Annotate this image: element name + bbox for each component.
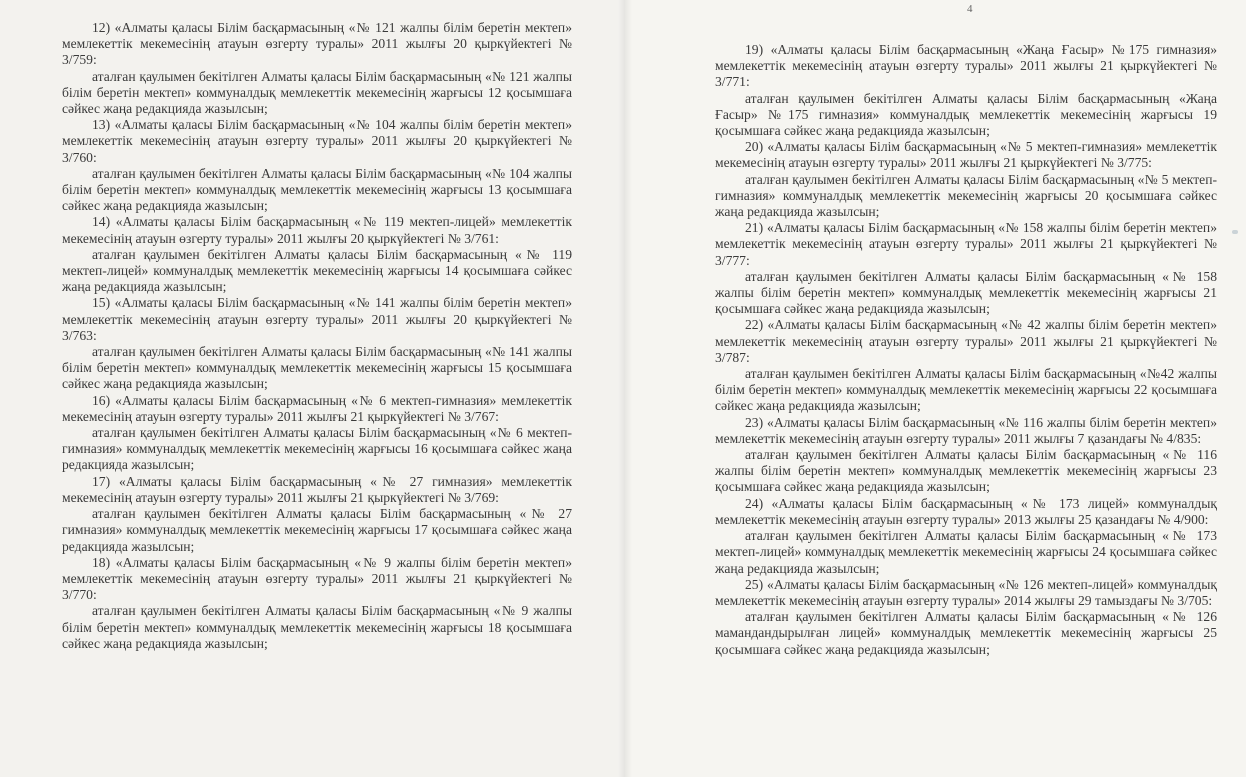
decision-title: 19) «Алматы қаласы Білім басқармасының «Жаңа Ғасыр» №175 гимназия» мемлекеттік мекемесінің атауын өзгерту туралы» 2011 жылғы 21 қыркүйектегі № 3/771:	[715, 42, 1217, 90]
list-item	[62, 393, 572, 474]
decision-title: 20) «Алматы қаласы Білім басқармасының «№ 5 мектеп-гимназия» мемлекеттік мекемесінің атауын өзгерту туралы» 2011 жылғы 21 қыркүйектегі № 3/775:	[715, 139, 1217, 171]
list-item	[62, 117, 572, 214]
decision-amendment: аталған қаулымен бекітілген Алматы қаласы Білім басқармасының «№ 104 жалпы білім беретін мектеп» коммуналдық мемлекеттік мекемесінің жарғысы 13 қосымшаға сәйкес жаңа редакцияда жазылсын;	[62, 165, 572, 214]
decision-amendment: аталған қаулымен бекітілген Алматы қаласы Білім басқармасының «№ 6 мектеп-гимназия» коммуналдық мемлекеттік мекемесінің жарғысы 16 қосымшаға сәйкес жаңа редакцияда жазылсын;	[62, 425, 572, 473]
decision-title: 13) «Алматы қаласы Білім басқармасының «№ 104 жалпы білім беретін мектеп» мемлекеттік мекемесінің атауын өзгерту туралы» 2011 жылғы 20 қыркүйектегі № 3/760:	[62, 117, 572, 165]
decision-title: 17) «Алматы қаласы Білім басқармасының «№ 27 гимназия» мемлекеттік мекемесінің атауын өзгерту туралы» 2011 жылғы 21 қыркүйектегі № 3/769:	[62, 473, 572, 505]
list-item	[62, 474, 572, 555]
decision-amendment: аталған қаулымен бекітілген Алматы қаласы Білім басқармасының «№ 173 мектеп-лицей» коммуналдық мемлекеттік мекемесінің жарғысы 24 қосымшаға сәйкес жаңа редакцияда жазылсын;	[715, 528, 1217, 576]
decision-title: 23) «Алматы қаласы Білім басқармасының «№ 116 жалпы білім беретін мектеп» мемлекеттік мекемесінің атауын өзгерту туралы» 2011 жылғы 7 қазандағы № 4/835:	[715, 414, 1217, 446]
scan-artifact	[1232, 230, 1238, 234]
list-item	[715, 577, 1217, 658]
list-item	[715, 496, 1217, 577]
decision-title: 14) «Алматы қаласы Білім басқармасының «№ 119 мектеп-лицей» мемлекеттік мекемесінің атауын өзгерту туралы» 2011 жылғы 20 қыркүйектегі № 3/761:	[62, 214, 572, 246]
list-item	[715, 220, 1217, 317]
decision-amendment: аталған қаулымен бекітілген Алматы қаласы Білім басқармасының «№ 126 мамандандырылған лицей» коммуналдық мемлекеттік мекемесінің жарғысы 25 қосымшаға сәйкес жаңа редакцияда жазылсын;	[715, 609, 1217, 657]
decision-amendment: аталған қаулымен бекітілген Алматы қаласы Білім басқармасының «Жаңа Ғасыр» №175 гимназия» коммуналдық мемлекеттік мекемесінің жарғысы 19 қосымшаға сәйкес жаңа редакцияда жазылсын;	[715, 90, 1217, 139]
decision-amendment: аталған қаулымен бекітілген Алматы қаласы Білім басқармасының «№ 9 жалпы білім беретін мектеп» коммуналдық мемлекеттік мекемесінің жарғысы 18 қосымшаға сәйкес жаңа редакцияда жазылсын;	[62, 603, 572, 651]
decision-title: 12) «Алматы қаласы Білім басқармасының «№ 121 жалпы білім беретін мектеп» мемлекеттік мекемесінің атауын өзгерту туралы» 2011 жылғы 20 қыркүйектегі № 3/759:	[62, 20, 572, 68]
page-number: 4	[967, 3, 973, 15]
decision-title: 16) «Алматы қаласы Білім басқармасының «№ 6 мектеп-гимназия» мемлекеттік мекемесінің атауын өзгерту туралы» 2011 жылғы 21 қыркүйектегі № 3/767:	[62, 392, 572, 424]
decision-title: 18) «Алматы қаласы Білім басқармасының «№ 9 жалпы білім беретін мектеп» мемлекеттік мекемесінің атауын өзгерту туралы» 2011 жылғы 21 қыркүйектегі № 3/770:	[62, 554, 572, 603]
decision-amendment: аталған қаулымен бекітілген Алматы қаласы Білім басқармасының «№ 116 жалпы білім беретін мектеп» коммуналдық мемлекеттік мекемесінің жарғысы 23 қосымшаға сәйкес жаңа редакцияда жазылсын;	[715, 447, 1217, 495]
list-item	[715, 42, 1217, 139]
list-item	[62, 214, 572, 295]
decision-amendment: аталған қаулымен бекітілген Алматы қаласы Білім басқармасының «№ 119 мектеп-лицей» коммуналдық мемлекеттік мекемесінің жарғысы 14 қосымшаға сәйкес жаңа редакцияда жазылсын;	[62, 246, 572, 295]
text-column-left	[62, 20, 572, 652]
list-item	[715, 317, 1217, 414]
decision-amendment: аталған қаулымен бекітілген Алматы қаласы Білім басқармасының «№ 121 жалпы білім беретін мектеп» коммуналдық мемлекеттік мекемесінің жарғысы 12 қосымшаға сәйкес жаңа редакцияда жазылсын;	[62, 68, 572, 117]
list-item	[62, 555, 572, 652]
page-gutter	[618, 0, 632, 777]
decision-amendment: аталған қаулымен бекітілген Алматы қаласы Білім басқармасының «№ 158 жалпы білім беретін мектеп» коммуналдық мемлекеттік мекемесінің жарғысы 21 қосымшаға сәйкес жаңа редакцияда жазылсын;	[715, 268, 1217, 317]
decision-title: 24) «Алматы қаласы Білім басқармасының «№ 173 лицей» коммуналдық мемлекеттік мекемесінің атауын өзгерту туралы» 2013 жылғы 25 қазандағы № 4/900:	[715, 495, 1217, 527]
decision-amendment: аталған қаулымен бекітілген Алматы қаласы Білім басқармасының «№ 27 гимназия» коммуналдық мемлекеттік мекемесінің жарғысы 17 қосымшаға сәйкес жаңа редакцияда жазылсын;	[62, 506, 572, 554]
decision-amendment: аталған қаулымен бекітілген Алматы қаласы Білім басқармасының «№ 141 жалпы білім беретін мектеп» коммуналдық мемлекеттік мекемесінің жарғысы 15 қосымшаға сәйкес жаңа редакцияда жазылсын;	[62, 344, 572, 392]
decision-amendment: аталған қаулымен бекітілген Алматы қаласы Білім басқармасының «№ 5 мектеп-гимназия» коммуналдық мемлекеттік мекемесінің жарғысы 20 қосымшаға сәйкес жаңа редакцияда жазылсын;	[715, 171, 1217, 220]
decision-amendment: аталған қаулымен бекітілген Алматы қаласы Білім басқармасының «№42 жалпы білім беретін мектеп» коммуналдық мемлекеттік мекемесінің жарғысы 22 қосымшаға сәйкес жаңа редакцияда жазылсын;	[715, 366, 1217, 414]
text-column-right	[715, 42, 1217, 658]
list-item	[62, 20, 572, 117]
list-item	[715, 139, 1217, 220]
decision-title: 22) «Алматы қаласы Білім басқармасының «№ 42 жалпы білім беретін мектеп» мемлекеттік мекемесінің атауын өзгерту туралы» 2011 жылғы 21 қыркүйектегі № 3/787:	[715, 317, 1217, 365]
decision-title: 21) «Алматы қаласы Білім басқармасының «№ 158 жалпы білім беретін мектеп» мемлекеттік мекемесінің атауын өзгерту туралы» 2011 жылғы 21 қыркүйектегі № 3/777:	[715, 220, 1217, 268]
list-item	[715, 415, 1217, 496]
decision-title: 15) «Алматы қаласы Білім басқармасының «№ 141 жалпы білім беретін мектеп» мемлекеттік мекемесінің атауын өзгерту туралы» 2011 жылғы 20 қыркүйектегі № 3/763:	[62, 295, 572, 343]
list-item	[62, 295, 572, 392]
decision-title: 25) «Алматы қаласы Білім басқармасының «№ 126 мектеп-лицей» коммуналдық мемлекеттік мекемесінің атауын өзгерту туралы» 2014 жылғы 29 тамыздағы № 3/705:	[715, 576, 1217, 608]
